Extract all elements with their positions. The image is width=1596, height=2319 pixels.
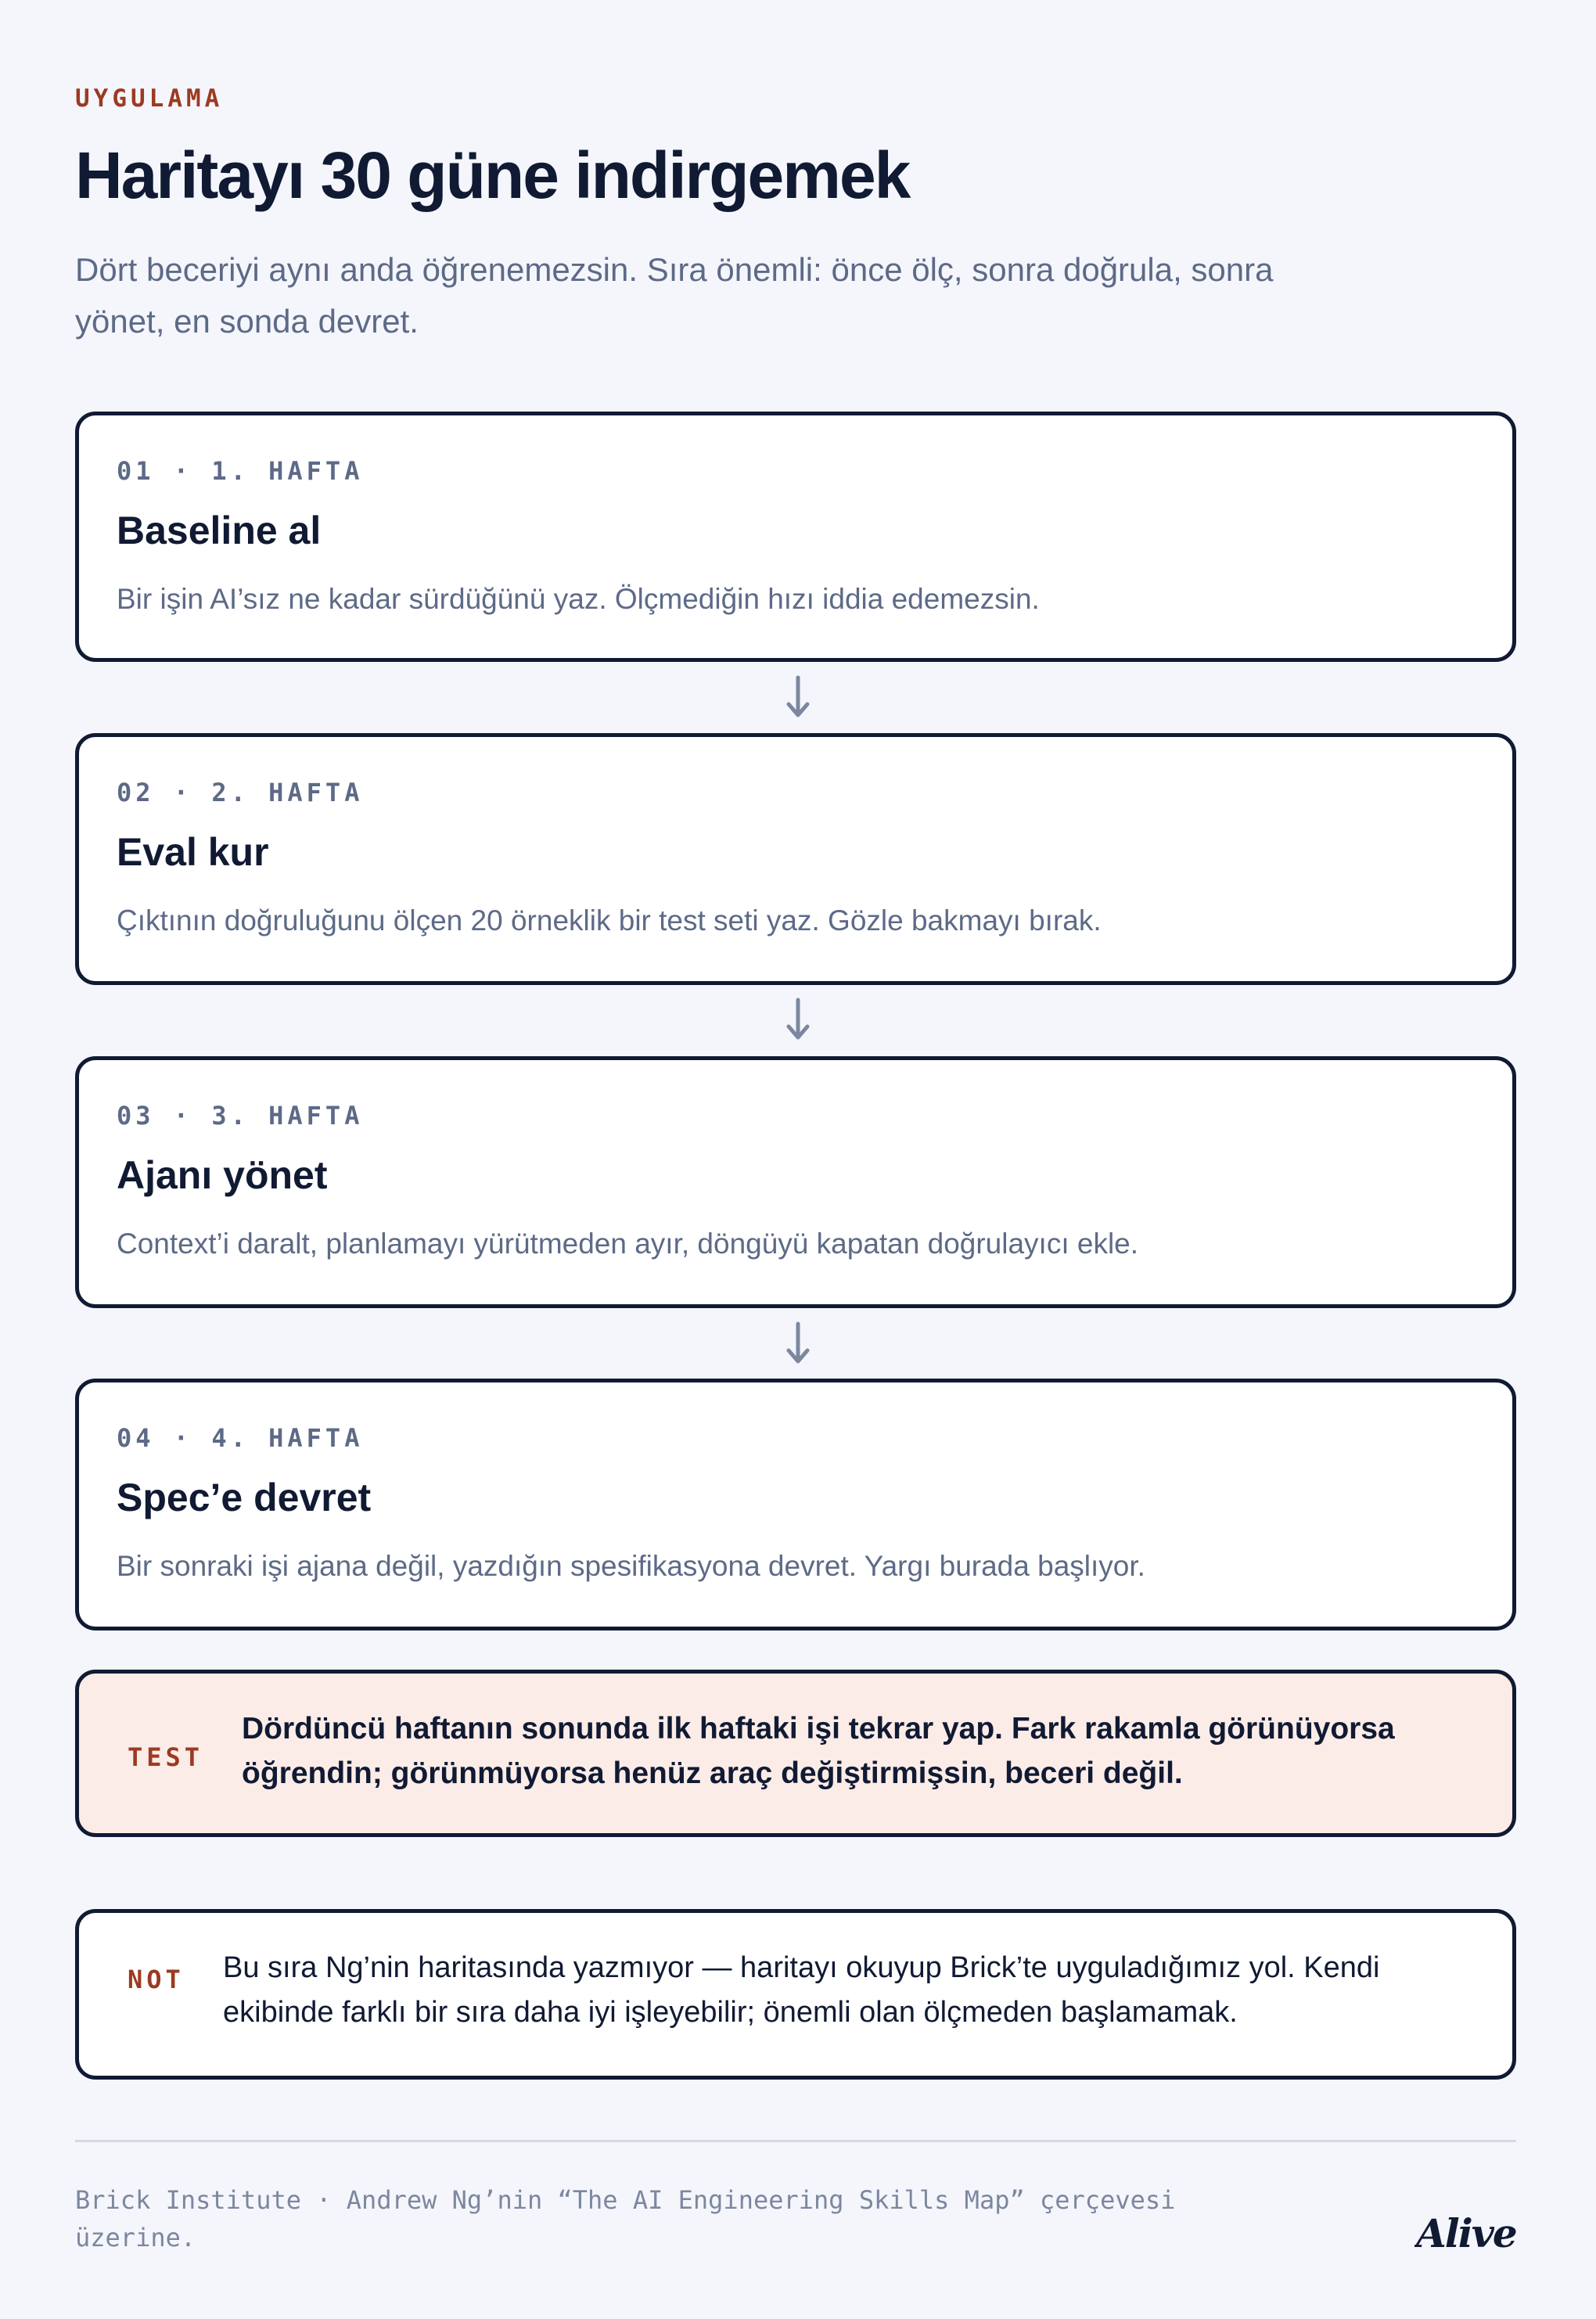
arrow-down-icon: [782, 997, 814, 1044]
step-description: Context’i daralt, planlamayı yürütmeden ayır, döngüyü kapatan doğrulayıcı ekle.: [117, 1228, 1139, 1260]
test-callout: [75, 1670, 1516, 1837]
note-text: Bu sıra Ng’nin haritasında yazmıyor — haritayı okuyup Brick’te uyguladığımız yol. Kendi ekibinde farklı bir sıra daha iyi işleyebilir; önemli olan ölçmeden başlamamak.: [223, 1951, 1380, 2029]
step-title: Ajanı yönet: [117, 1153, 328, 1197]
arrow-down-icon: [782, 1321, 814, 1368]
note-tag: NOT: [128, 1965, 185, 1994]
step-label: 03 · 3. HAFTA: [117, 1101, 364, 1131]
step-card-3: [75, 1056, 1516, 1308]
section-eyebrow: UYGULAMA: [75, 84, 224, 113]
step-description: Bir işin AI’sız ne kadar sürdüğünü yaz. Ölçmediğin hızı iddia edemezsin.: [117, 583, 1040, 615]
step-label: 04 · 4. HAFTA: [117, 1423, 364, 1453]
step-label: 02 · 2. HAFTA: [117, 778, 364, 807]
footer-divider: [75, 2140, 1516, 2142]
step-description: Bir sonraki işi ajana değil, yazdığın spesifikasyona devret. Yargı burada başlıyor.: [117, 1550, 1145, 1582]
alive-logo-text: Alive: [1416, 2210, 1516, 2256]
test-text: Dördüncü haftanın sonunda ilk haftaki işi tekrar yap. Fark rakamla görünüyorsa öğrendin; görünmüyorsa henüz araç değiştirmişsin, beceri değil.: [242, 1712, 1395, 1790]
step-card-2: [75, 733, 1516, 985]
note-callout: [75, 1909, 1516, 2080]
step-title: Baseline al: [117, 509, 322, 552]
page-subtitle: Dört beceriyi aynı anda öğrenemezsin. Sıra önemli: önce ölç, sonra doğrula, sonra yönet, en sonda devret.: [75, 251, 1274, 340]
step-title: Eval kur: [117, 830, 269, 874]
step-description: Çıktının doğruluğunu ölçen 20 örneklik bir test seti yaz. Gözle bakmayı bırak.: [117, 904, 1102, 937]
step-card-1: [75, 412, 1516, 662]
step-card-4: [75, 1379, 1516, 1630]
footer-credit: Brick Institute · Andrew Ng’nin “The AI Engineering Skills Map” çerçevesi üzerine.: [75, 2185, 1176, 2252]
page-title: Haritayı 30 güne indirgemek: [75, 138, 910, 212]
test-tag: TEST: [128, 1742, 204, 1772]
step-title: Spec’e devret: [117, 1476, 372, 1519]
arrow-down-icon: [782, 674, 814, 721]
alive-logo: [1414, 2208, 1516, 2260]
step-label: 01 · 1. HAFTA: [117, 456, 364, 486]
